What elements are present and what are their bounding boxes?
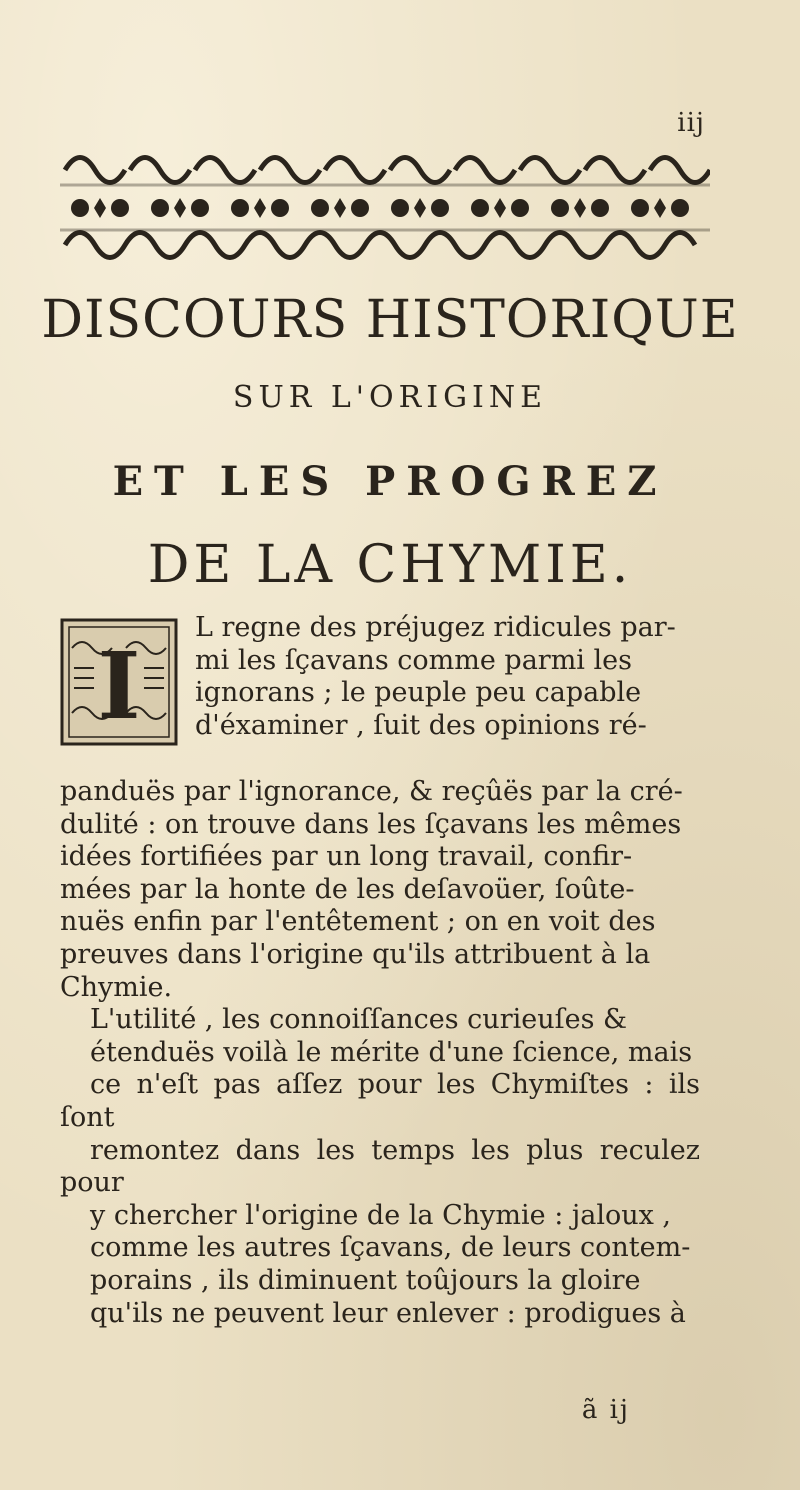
text-line: d'éxaminer , ſuit des opinions ré-	[195, 709, 647, 741]
page-number: iij	[677, 108, 705, 138]
text-line: remontez dans les temps les plus reculez pour	[60, 1134, 700, 1199]
title-line-1: DISCOURS HISTORIQUE	[41, 290, 739, 350]
text-line: y chercher l'origine de la Chymie : jaloux ,	[90, 1199, 672, 1231]
text-line: qu'ils ne peuvent leur enlever : prodigues à	[90, 1297, 686, 1329]
text-line: ce n'eſt pas aſſez pour les Chymiſtes : ils ſont	[60, 1069, 700, 1133]
title-line-4: DE LA CHYMIE.	[147, 535, 633, 595]
decorative-headband-ornament	[60, 140, 710, 265]
paragraph-1	[60, 776, 700, 1004]
text-line: mi les ſçavans comme parmi les	[195, 644, 632, 676]
body-text	[60, 776, 700, 1330]
text-line: ignorans ; le peuple peu capable	[195, 677, 642, 708]
text-line: L regne des préjugez ridicules par-	[195, 612, 676, 643]
text-line: Chymie.	[60, 971, 173, 1003]
title-line-2: SUR L'ORIGINE	[232, 380, 548, 415]
text-line: comme les autres ſçavans, de leurs contem-	[90, 1232, 691, 1264]
text-line: nuës enfin par l'entêtement ; on en voit des	[60, 906, 656, 938]
text-line: dulité : on trouve dans les ſçavans les mêmes	[60, 808, 682, 840]
title-line-3: ET LES PROGREZ	[112, 458, 668, 505]
text-line: panduës par l'ignorance, & reçûës par la cré-	[60, 776, 683, 807]
paragraph-2	[60, 1004, 700, 1330]
text-line: preuves dans l'origine qu'ils attribuent à la	[60, 938, 651, 970]
text-line: étenduës voilà le mérite d'une ſcience, mais	[90, 1036, 693, 1068]
decorated-initial-letter	[60, 618, 178, 746]
text-line: L'utilité , les connoiſſances curieuſes &	[90, 1004, 628, 1036]
opening-lines	[195, 612, 715, 742]
text-line: porains , ils diminuent toûjours la gloire	[90, 1264, 641, 1296]
signature-mark: ã ij	[581, 1395, 630, 1425]
text-line: mées par la honte de les deſavoüer, ſoûte-	[60, 873, 635, 905]
text-line: idées fortifiées par un long travail, confir-	[60, 841, 633, 873]
dropcap-letter: I	[97, 632, 141, 740]
